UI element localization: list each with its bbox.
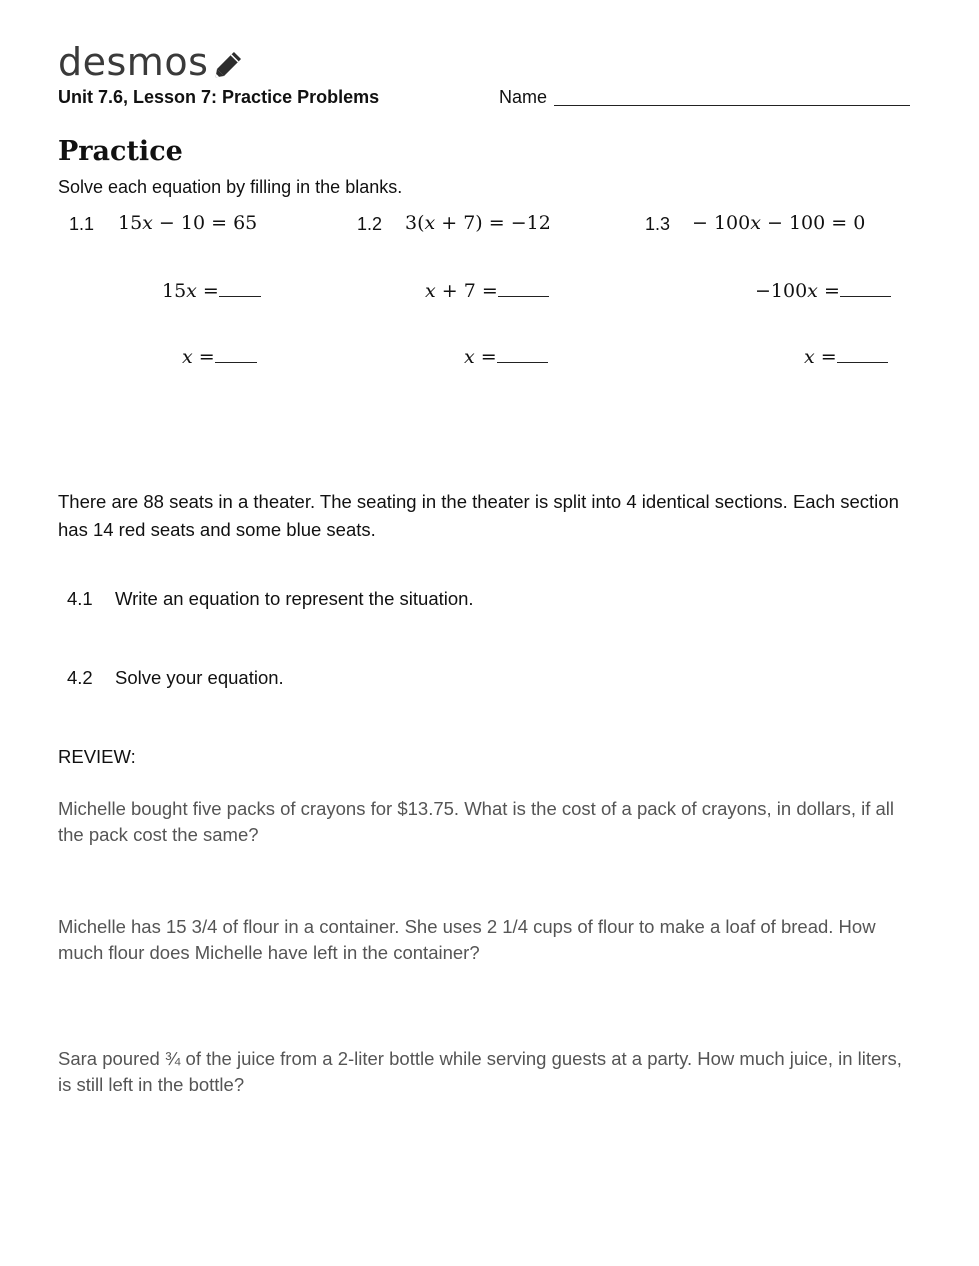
problem-equation: 15𝑥 − 10 = 65 <box>118 212 258 234</box>
step-1-label: 15𝑥 = <box>162 280 219 302</box>
answer-blank[interactable] <box>840 278 891 297</box>
problem-equation: − 100𝑥 − 100 = 0 <box>692 212 866 234</box>
answer-blank[interactable] <box>215 344 257 363</box>
step-2-row <box>464 344 548 368</box>
answer-blank[interactable] <box>498 278 549 297</box>
review-question-crayons: Michelle bought five packs of crayons for $13.75. What is the cost of a pack of crayons, in dollars, if all the pack cost the same? <box>58 798 894 845</box>
question-number: 4.2 <box>67 667 93 688</box>
problem-number: 1.2 <box>357 214 383 234</box>
answer-blank[interactable] <box>497 344 548 363</box>
desmos-logo: desmos <box>58 40 209 84</box>
review-question-flour: Michelle has 15 3/4 of flour in a container. She uses 2 1/4 cups of flour to make a loaf of bread. How much flour does Michelle have left in the container? <box>58 916 876 963</box>
step-1-row <box>162 278 261 302</box>
section-heading-practice: Practice <box>58 136 183 167</box>
problem-equation: 3(𝑥 + 7) = −12 <box>405 212 551 234</box>
unit-title: Unit 7.6, Lesson 7: Practice Problems <box>58 87 380 107</box>
step-2-label: 𝑥 = <box>804 346 837 368</box>
answer-blank[interactable] <box>219 278 261 297</box>
review-question-juice: Sara poured ¾ of the juice from a 2-liter bottle while serving guests at a party. How much juice, in liters, is still left in the bottle? <box>58 1048 902 1095</box>
pencil-icon <box>212 47 246 81</box>
instructions: Solve each equation by filling in the blanks. <box>58 177 403 197</box>
problem-number: 1.3 <box>645 214 671 234</box>
step-1-row <box>755 278 891 302</box>
answer-blank[interactable] <box>837 344 888 363</box>
question-text: Solve your equation. <box>115 667 284 688</box>
name-field[interactable] <box>554 105 910 106</box>
problem-number: 1.1 <box>69 214 95 234</box>
step-2-label: 𝑥 = <box>182 346 215 368</box>
name-label: Name <box>499 87 548 107</box>
question-text: Write an equation to represent the situation. <box>115 588 474 609</box>
step-1-label: 𝑥 + 7 = <box>425 280 498 302</box>
step-2-label: 𝑥 = <box>464 346 497 368</box>
step-1-label: −100𝑥 = <box>755 280 840 302</box>
step-2-row <box>182 344 257 368</box>
theater-problem-text: There are 88 seats in a theater. The seating in the theater is split into 4 identical sections. Each section has 14 red seats and some blue seats. <box>58 491 899 540</box>
question-number: 4.1 <box>67 588 93 609</box>
review-label: REVIEW: <box>58 746 136 767</box>
step-1-row <box>425 278 549 302</box>
step-2-row <box>804 344 888 368</box>
